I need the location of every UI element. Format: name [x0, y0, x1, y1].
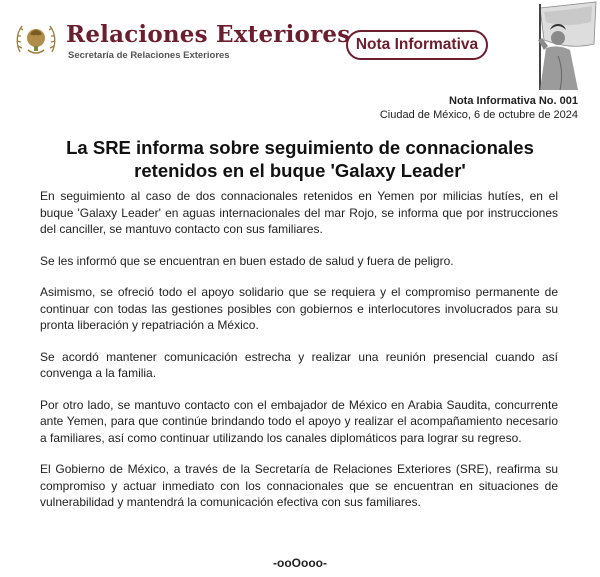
note-number: Nota Informativa No. 001 [449, 95, 578, 107]
mexican-coat-of-arms-icon [12, 16, 60, 64]
paragraph: Se les informó que se encuentran en buen estado de salud y fuera de peligro. [40, 253, 454, 268]
page-header [0, 0, 600, 90]
paragraph: Asimismo, se ofreció todo el apoyo solidario que se requiera y el compromiso permanente de continuar con todas las gestiones posibles con gobiernos e interlocutores involucrados para su pronta liberación y repatriación a México. [40, 285, 558, 332]
nota-informativa-badge: Nota Informativa [346, 30, 488, 60]
brand-subtitle: Secretaría de Relaciones Exteriores [68, 50, 230, 61]
paragraph: En seguimiento al caso de dos connacionales retenidos en Yemen por milicias hutíes, en el buque 'Galaxy Leader' en aguas internacionales del mar Rojo, se informa que por instrucciones del canciller, se mantuvo contacto con sus familiares. [40, 189, 558, 236]
paragraph: Por otro lado, se mantuvo contacto con el embajador de México en Arabia Saudita, concurrente ante Yemen, para que continúe brindando todo el apoyo y realizar el acompañamiento necesario a familiares, así como continuar utilizando los canales diplomáticos para lograr su regreso. [40, 397, 558, 445]
paragraph: Se acordó mantener comunicación estrecha y realizar una reunión presencial cuando así convenga a la familia. [40, 349, 558, 380]
headline: La SRE informa sobre seguimiento de connacionales retenidos en el buque 'Galaxy Leader' [66, 137, 534, 181]
closing-mark: -ooOooo- [273, 556, 327, 570]
paragraph: El Gobierno de México, a través de la Secretaría de Relaciones Exteriores (SRE), reafirma su compromiso y actuar inmediato con los connacionales que se encuentran en situaciones de vulnerabilidad y mantendrá la comunicación efectiva con sus familiares. [40, 462, 558, 509]
note-meta [380, 94, 578, 122]
brand-title: Relaciones Exteriores [66, 21, 351, 48]
place-date: Ciudad de México, 6 de octubre de 2024 [379, 109, 578, 121]
body-text [40, 188, 558, 526]
flag-bearer-illustration [500, 0, 600, 90]
